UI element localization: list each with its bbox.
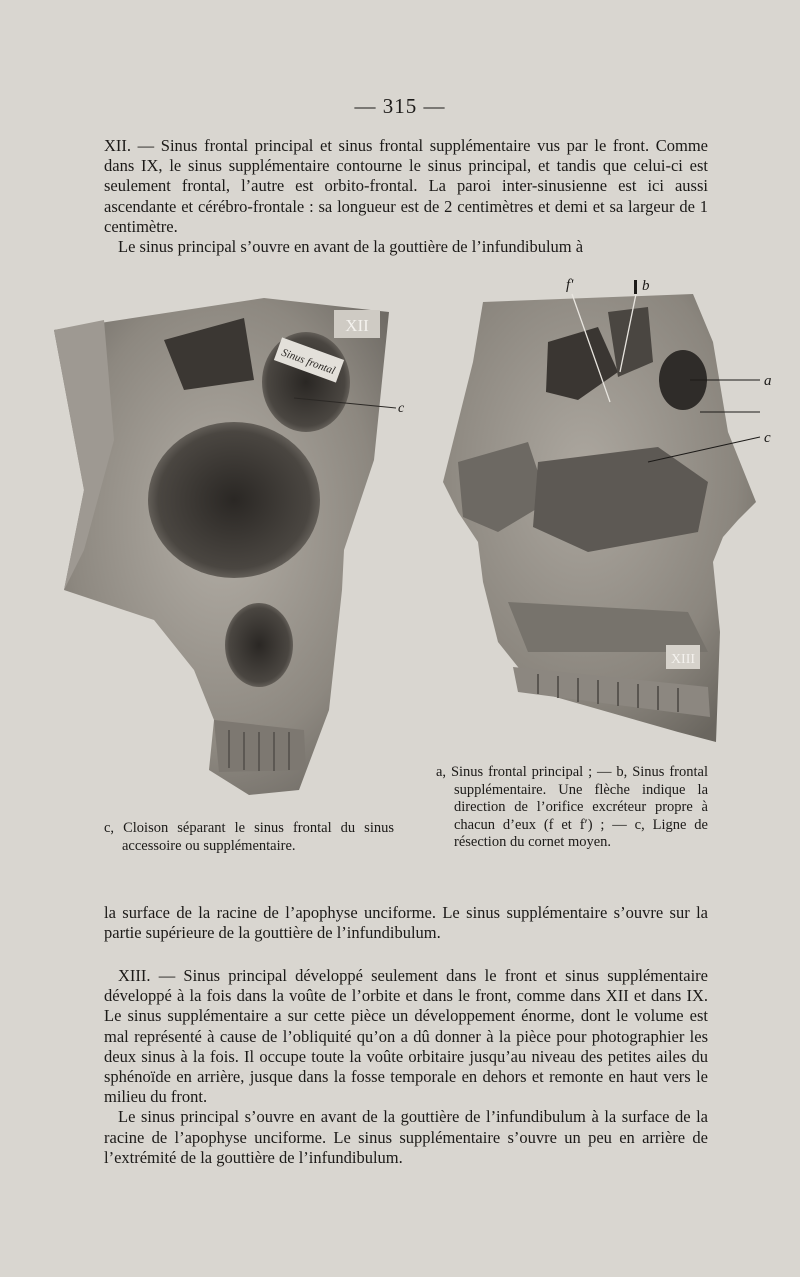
- figure-xii-caption: [104, 820, 394, 855]
- paragraph-xiii-openings: Le sinus principal s’ouvre en avant de la gouttière de l’infundibulum à la surface de la racine de l’apophyse unciforme. Le sinus supplémentaire s’ouvre un peu en arrière de l’extrémité de la gouttière de l’infundibulum.: [104, 1107, 708, 1167]
- figure-xiii-skull-photo: [438, 272, 784, 752]
- caption-right-text: a, Sinus frontal principal ; — b, Sinus frontal supplémentaire. Une flèche indique la direction de l’orifice excréteur propre à chacun d’eux (f et f′) ; — c, Ligne de résection du cornet moyen.: [436, 764, 708, 850]
- paragraph-continuation: la surface de la racine de l’apophyse unciforme. Le sinus supplémentaire s’ouvre sur la partie supérieure de la gouttière de l’infundibulum.: [104, 903, 708, 943]
- caption-left-text: c, Cloison séparant le sinus frontal du sinus accessoire ou supplémentaire.: [104, 820, 394, 854]
- page-number: — 315 —: [354, 94, 446, 118]
- callout-b: b: [642, 278, 650, 294]
- plate-label-xii: XII: [345, 316, 369, 335]
- section-xii-text: [104, 136, 708, 257]
- paragraph-xiii: XIII. — Sinus principal développé seulement dans le front et sinus supplémentaire développé à la fois dans la voûte de l’orbite et dans le front, comme dans XII et dans IX. Le sinus supplémentaire a sur cette pièce un développement énorme, dont le volume est mal représenté à cause de l’obliquité qu’on a dû donner à la pièce pour photographier les deux sinus à la fois. Il occupe toute la voûte orbitaire jusqu’au niveau des petites ailes du sphénoïde en arrière, jusque dans la fosse temporale en dehors et remonte en haut vers le milieu du front.: [104, 966, 708, 1107]
- figure-xii-skull-photo: [44, 290, 404, 800]
- callout-f-prime: f': [566, 277, 574, 293]
- paragraph-xii: XII. — Sinus frontal principal et sinus frontal supplémentaire vus par le front. Comme dans IX, le sinus supplémentaire contourne le sinus principal, et tandis que celui-ci est seulement frontal, l’autre est orbito-frontal. La paroi inter-sinusienne est ici aussi ascendante et cérébro-frontale : sa longueur est de 2 centimètres et demi et sa largeur de 1 centimètre.: [104, 136, 708, 236]
- figure-xiii-caption: [436, 764, 708, 852]
- section-xii-continuation: [104, 903, 708, 943]
- section-xiii-text: [104, 966, 708, 1168]
- callout-c-right: c: [764, 430, 771, 446]
- callout-a: a: [764, 373, 772, 389]
- paragraph-xii-opening: Le sinus principal s’ouvre en avant de la gouttière de l’infundibulum à: [118, 237, 584, 257]
- plate-label-xiii: XIII: [670, 652, 696, 667]
- specimen-label: Sinus frontal: [279, 346, 337, 378]
- callout-c-left: c: [398, 401, 404, 416]
